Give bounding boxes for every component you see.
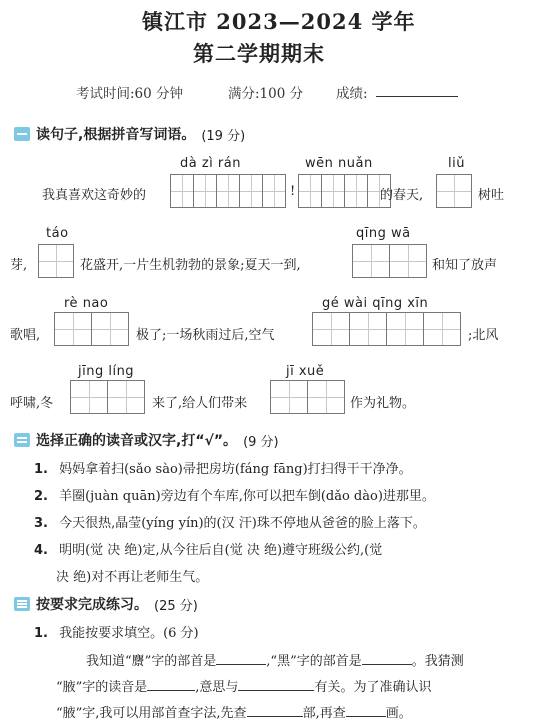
section-2-header — [14, 430, 279, 450]
s1-line3-mid: 极了;一场秋雨过后,空气 — [136, 328, 275, 343]
s2-item-1-text[interactable]: 妈妈拿着扫(sǎo sào)帚把房坊(fáng fāng)打扫得干干净净。 — [59, 462, 412, 477]
answer-boxes-ji-xue[interactable] — [270, 380, 344, 414]
s2-item-4-text-cont[interactable]: 决 绝)对不再让老师生气。 — [56, 570, 209, 585]
s1-line1-mid: 的春天, — [380, 188, 424, 203]
s3-para-line3: “腋”字,我可以用部首查字法,先查 部,再查 画。 — [56, 706, 412, 721]
blank-huang-radical[interactable] — [216, 652, 266, 665]
blank-hei-radical[interactable] — [362, 652, 412, 665]
answer-boxes-re-nao[interactable] — [54, 312, 128, 346]
answer-boxes-ge-wai-qing-xin[interactable] — [312, 312, 460, 346]
section-3-header — [14, 594, 198, 614]
exam-title-line1: 镇江市 2023—2024 学年 — [142, 9, 416, 34]
s2-item-4: 4. 明明(觉 决 绝)定,从今往后自(觉 决 绝)遵守班级公约,(觉 — [34, 543, 383, 558]
pinyin-da-zi-ran: dà zì rán — [180, 156, 241, 171]
exam-title-line2: 第二学期期末 — [193, 41, 325, 66]
exam-full-score: 满分:100 分 — [228, 86, 304, 102]
answer-boxes-jing-ling[interactable] — [70, 380, 144, 414]
s2-item-4-text[interactable]: 明明(觉 决 绝)定,从今往后自(觉 决 绝)遵守班级公约,(觉 — [59, 543, 383, 558]
section-1-score: (19 分) — [201, 128, 246, 144]
section-1-header — [14, 124, 245, 144]
s1-line2-prefix: 芽, — [10, 258, 28, 273]
blank-ye-meaning[interactable] — [238, 678, 314, 691]
pinyin-qing-wa: qīng wā — [356, 226, 411, 241]
answer-boxes-da-zi-ran[interactable] — [170, 174, 285, 208]
answer-boxes-liu[interactable] — [436, 174, 471, 208]
grade-blank[interactable] — [376, 96, 458, 97]
pinyin-tao: táo — [46, 226, 69, 241]
pinyin-wen-nuan: wēn nuǎn — [305, 156, 373, 171]
answer-boxes-wen-nuan[interactable] — [298, 174, 390, 208]
s3-q1-text: 我能按要求填空。(6 分) — [59, 626, 199, 641]
blank-ye-strokes[interactable] — [346, 704, 386, 717]
blank-ye-radical[interactable] — [247, 704, 303, 717]
s1-line2-mid: 花盛开,一片生机勃勃的景象;夏天一到, — [80, 258, 301, 273]
s2-item-4-cont — [56, 566, 208, 585]
s1-line4-prefix: 呼啸,冬 — [10, 396, 54, 411]
s3-q1: 1. 我能按要求填空。(6 分) — [34, 626, 199, 641]
s2-item-1: 1. 妈妈拿着扫(sǎo sào)帚把房坊(fáng fāng)打扫得干干净净。 — [34, 462, 412, 477]
pinyin-ge-wai-qing-xin: gé wài qīng xīn — [322, 296, 429, 311]
s2-item-3: 3. 今天很热,晶莹(yíng yín)的(汉 汗)珠不停地从爸爸的脸上落下。 — [34, 516, 426, 531]
answer-boxes-tao[interactable] — [38, 244, 73, 278]
grade-label: 成绩: — [336, 86, 368, 102]
section-number-three-icon — [14, 597, 30, 611]
s2-item-2-text[interactable]: 羊圈(juàn quān)旁边有个车库,你可以把车倒(dǎo dào)进那里。 — [59, 489, 435, 504]
pinyin-jing-ling: jīng líng — [78, 364, 135, 379]
section-3-title: 按要求完成练习。 — [36, 597, 148, 613]
s1-line3-prefix: 歌唱, — [10, 328, 41, 343]
s1-line1-suffix: 树吐 — [478, 188, 505, 203]
answer-boxes-qing-wa[interactable] — [352, 244, 426, 278]
s1-line1-exclaim: ! — [290, 184, 296, 199]
exam-time: 考试时间:60 分钟 — [76, 86, 184, 102]
s1-line2-suffix: 和知了放声 — [432, 258, 498, 273]
s2-item-3-text[interactable]: 今天很热,晶莹(yíng yín)的(汉 汗)珠不停地从爸爸的脸上落下。 — [59, 516, 426, 531]
s3-para-line1: 我知道“麖”字的部首是 ,“黑”字的部首是 。我猜测 — [86, 654, 464, 669]
s1-line3-suffix: ;北风 — [468, 328, 499, 343]
s2-item-2: 2. 羊圈(juàn quān)旁边有个车库,你可以把车倒(dǎo dào)进那里。 — [34, 489, 435, 504]
section-2-score: (9 分) — [243, 434, 279, 450]
s1-line4-mid: 来了,给人们带来 — [152, 396, 248, 411]
s1-line1-prefix: 我真喜欢这奇妙的 — [42, 188, 147, 203]
section-1-title: 读句子,根据拼音写词语。 — [36, 127, 196, 143]
blank-ye-pronunciation[interactable] — [147, 678, 195, 691]
s3-para-line2: “腋”字的读音是 ,意思与 有关。为了准确认识 — [56, 680, 432, 695]
section-number-two-icon — [14, 433, 30, 447]
pinyin-re-nao: rè nao — [64, 296, 109, 311]
section-number-one-icon — [14, 127, 30, 141]
s1-line4-suffix: 作为礼物。 — [350, 396, 416, 411]
section-3-score: (25 分) — [154, 598, 198, 614]
section-2-title: 选择正确的读音或汉字,打“√”。 — [36, 433, 238, 449]
pinyin-ji-xue: jī xuě — [286, 364, 325, 379]
pinyin-liu: liǔ — [448, 156, 465, 171]
